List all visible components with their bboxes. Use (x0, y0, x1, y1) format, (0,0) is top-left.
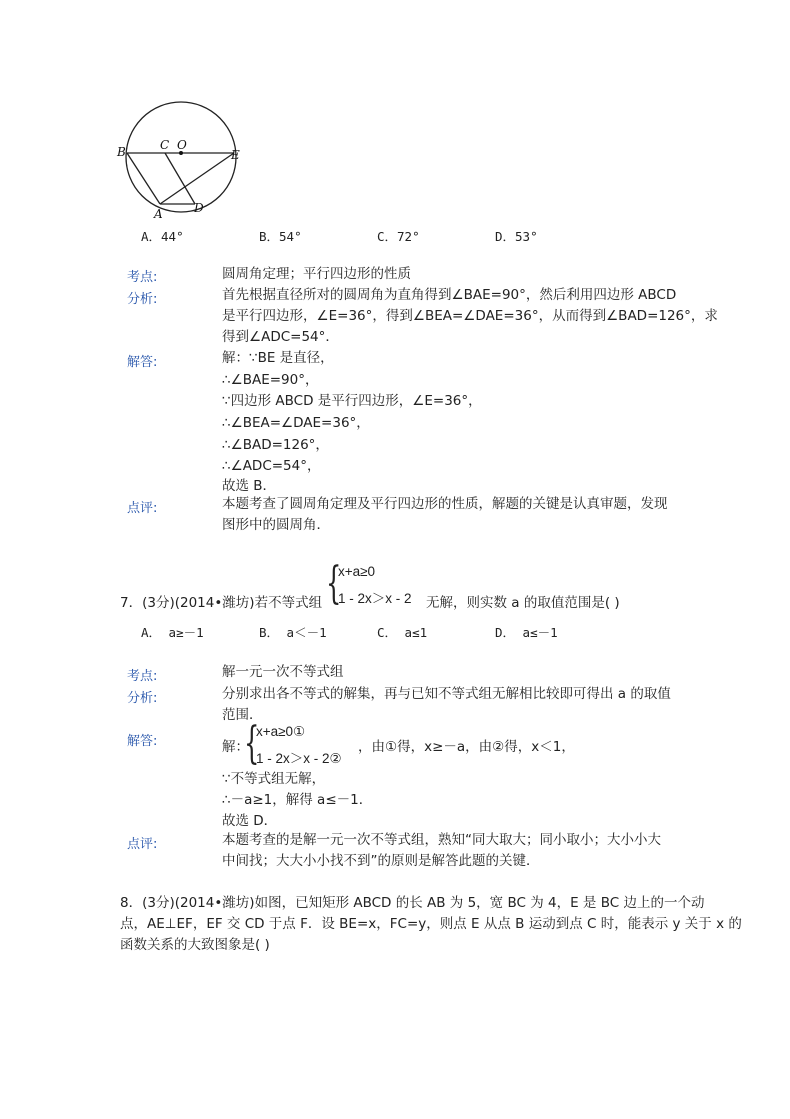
q6-jieda-line5: ∴∠BAD=126°， (222, 437, 329, 453)
q7-dianping-label: 点评: (127, 837, 158, 852)
segment-cd (165, 153, 195, 204)
label-b: B (117, 145, 126, 159)
q7-kaodian-text: 解一元一次不等式组 (222, 664, 344, 680)
q7-jieda-label: 解答: (127, 734, 158, 749)
q6-option-d: D．53° (495, 229, 538, 244)
label-o: O (177, 138, 187, 152)
q8-line1: 8．(3分)(2014•潍坊)如图，已知矩形 ABCD 的长 AB 为 5，宽 BC 为 4，E 是 BC 边上的一个动 (120, 895, 705, 911)
circle-o (126, 102, 236, 212)
q7-jieda-suffix: ，由①得，x≥－a，由②得，x＜1， (358, 739, 575, 755)
q7-option-b: B． a＜－1 (259, 625, 327, 640)
q6-jieda-line6: ∴∠ADC=54°， (222, 458, 321, 474)
label-e: E (231, 148, 240, 162)
label-c: C (160, 138, 170, 152)
q7-jieda-line3: ∴－a≥1，解得 a≤－1． (222, 792, 373, 808)
q6-option-a: A．44° (141, 229, 184, 244)
q7-jieda-line2: ∵不等式组无解， (222, 771, 326, 787)
q6-jieda-line7: 故选 B． (222, 478, 277, 494)
label-d: D (194, 201, 204, 215)
q7-brace: { (326, 558, 342, 609)
q6-fenxi-line1: 首先根据直径所对的圆周角为直角得到∠BAE=90°，然后利用四边形 ABCD (222, 287, 677, 303)
q7-option-a: A． a≥－1 (141, 625, 204, 640)
q6-dianping-line2: 图形中的圆周角． (222, 517, 330, 533)
q7-sys-line1: x+a≥0 (338, 564, 376, 579)
label-a: A (154, 207, 163, 221)
q6-jieda-line3: ∵四边形 ABCD 是平行四边形，∠E=36°， (222, 393, 482, 409)
q6-jieda-line2: ∴∠BAE=90°， (222, 372, 319, 388)
q6-kaodian-label: 考点: (127, 270, 158, 285)
q6-fenxi-line3: 得到∠ADC=54°． (222, 329, 339, 345)
q6-dianping-line1: 本题考查了圆周角定理及平行四边形的性质，解题的关键是认真审题，发现 (222, 496, 668, 512)
q7-fenxi-label: 分析: (127, 691, 158, 706)
q7-jieda-line4: 故选 D． (222, 813, 278, 829)
q6-dianping-label: 点评: (127, 501, 158, 516)
q7-jieda-sys2: 1 - 2x＞x - 2② (256, 751, 342, 766)
q7-dianping-line2: 中间找；大大小小找不到”的原则是解答此题的关键． (222, 853, 540, 869)
q7-jieda-prefix: 解： (222, 739, 249, 755)
q7-sys-line2: 1 - 2x＞x - 2 (338, 591, 412, 606)
q7-dianping-line1: 本题考查的是解一元一次不等式组，熟知“同大取大；同小取小；大小小大 (222, 832, 661, 848)
q8-line2: 点，AE⊥EF，EF 交 CD 于点 F．设 BE=x，FC=y，则点 E 从点 B 运动到点 C 时，能表示 y 关于 x 的 (120, 916, 742, 932)
q6-jieda-line1: 解：∵BE 是直径， (222, 350, 334, 366)
q7-fenxi-line1: 分别求出各不等式的解集，再与已知不等式组无解相比较即可得出 a 的取值 (222, 686, 671, 702)
segment-ae (160, 153, 234, 204)
q8-line3: 函数关系的大致图象是( ) (120, 937, 270, 953)
q7-option-c: C． a≤1 (377, 625, 428, 640)
q6-kaodian-text: 圆周角定理；平行四边形的性质 (222, 266, 411, 282)
q6-fenxi-line2: 是平行四边形，∠E=36°，得到∠BEA=∠DAE=36°，从而得到∠BAD=126°，求 (222, 308, 718, 324)
q7-kaodian-label: 考点: (127, 669, 158, 684)
q6-fenxi-label: 分析: (127, 292, 158, 307)
q7-fenxi-line2: 范围． (222, 707, 263, 723)
q6-option-c: C．72° (377, 229, 420, 244)
q6-jieda-label: 解答: (127, 355, 158, 370)
q6-jieda-line4: ∴∠BEA=∠DAE=36°， (222, 415, 370, 431)
circle-figure (110, 95, 260, 225)
q7-jieda-brace: { (244, 718, 260, 769)
q7-jieda-system (244, 718, 364, 770)
q6-option-b: B．54° (259, 229, 302, 244)
q7-option-d: D． a≤－1 (495, 625, 558, 640)
q7-stem-after: 无解，则实数 a 的取值范围是( ) (426, 595, 620, 611)
q7-system (326, 558, 436, 610)
q7-jieda-sys1: x+a≥0① (256, 724, 306, 739)
q7-stem-before: 7．(3分)(2014•潍坊)若不等式组 (120, 595, 323, 611)
